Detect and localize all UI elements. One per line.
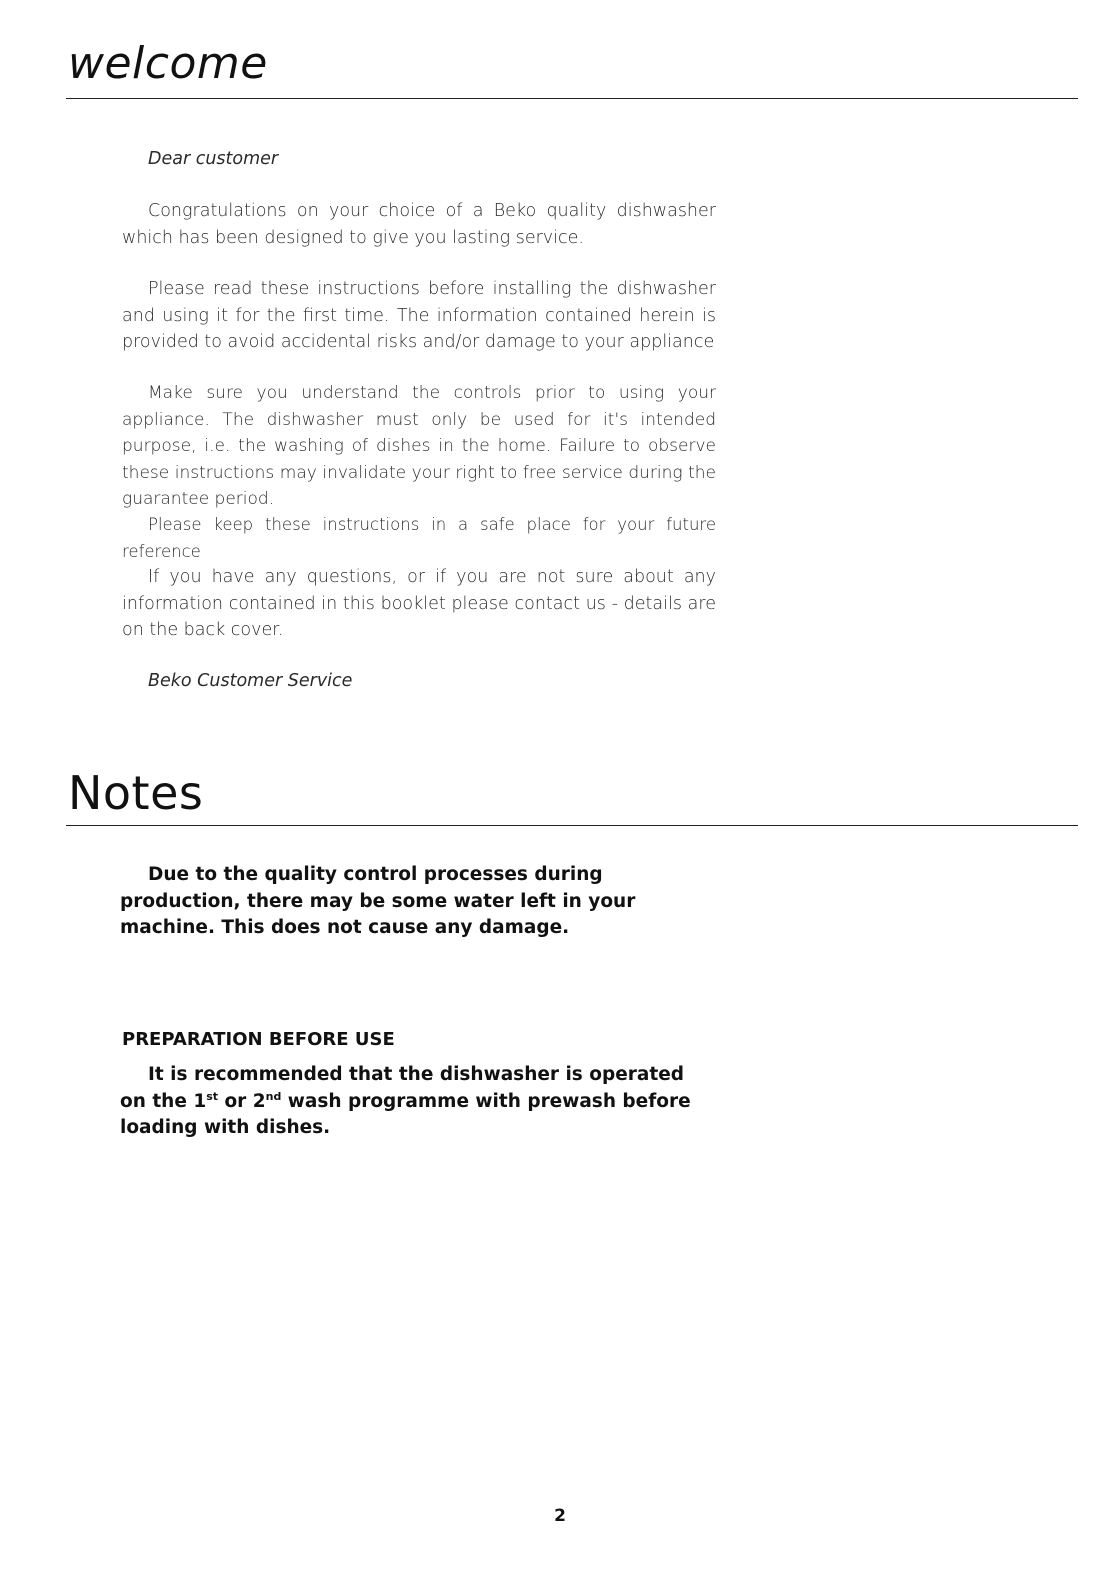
prep-text-part: It is recommended that the dishwasher is operated on the 1 — [120, 1064, 685, 1112]
heading-divider — [66, 825, 1078, 826]
ordinal-suffix: nd — [265, 1089, 282, 1103]
ordinal-suffix: st — [206, 1089, 219, 1103]
paragraph-text: Congratulations on your choice of a Beko quality dishwasher which has been designed to give you lasting service. — [122, 201, 716, 248]
welcome-paragraph — [122, 198, 716, 251]
preparation-heading: PREPARATION BEFORE USE — [122, 1029, 395, 1050]
prep-text-part: wash programme with prewash before loading with dishes. — [120, 1090, 691, 1138]
preparation-paragraph — [120, 1062, 716, 1142]
welcome-paragraph — [122, 276, 716, 356]
paragraph-text: Please keep these instructions in a safe place for your future reference — [122, 515, 716, 561]
welcome-heading: welcome — [68, 38, 268, 89]
heading-divider — [66, 98, 1078, 99]
page-number: 2 — [554, 1506, 566, 1526]
water-notice — [120, 862, 716, 942]
paragraph-text: Please read these instructions before installing the dishwasher and using it for the first time. The information contained herein is provided to avoid accidental risks and/or damage to your appliance — [122, 279, 716, 352]
paragraph-text: If you have any questions, or if you are not sure about any information contained in this booklet please contact us - details are on the back cover. — [122, 567, 716, 640]
salutation — [122, 146, 716, 173]
signoff — [122, 668, 716, 695]
salutation-text: Dear customer — [148, 149, 279, 169]
notes-heading: Notes — [68, 766, 204, 820]
welcome-paragraph — [122, 512, 716, 565]
notice-text: Due to the quality control processes during production, there may be some water left in your machine. This does not cause any damage. — [120, 864, 636, 938]
signoff-text: Beko Customer Service — [148, 671, 353, 691]
welcome-paragraph — [122, 380, 716, 513]
welcome-paragraph — [122, 564, 716, 644]
preparation-text — [120, 1062, 716, 1142]
prep-text-part: or 2 — [218, 1090, 266, 1112]
paragraph-text: Make sure you understand the controls prior to using your appliance. The dishwasher must only be used for it's intended purpose, i.e. the washing of dishes in the home. Failure to observe these instructions may invalidate your right to free service during the guarantee period. — [122, 383, 716, 509]
